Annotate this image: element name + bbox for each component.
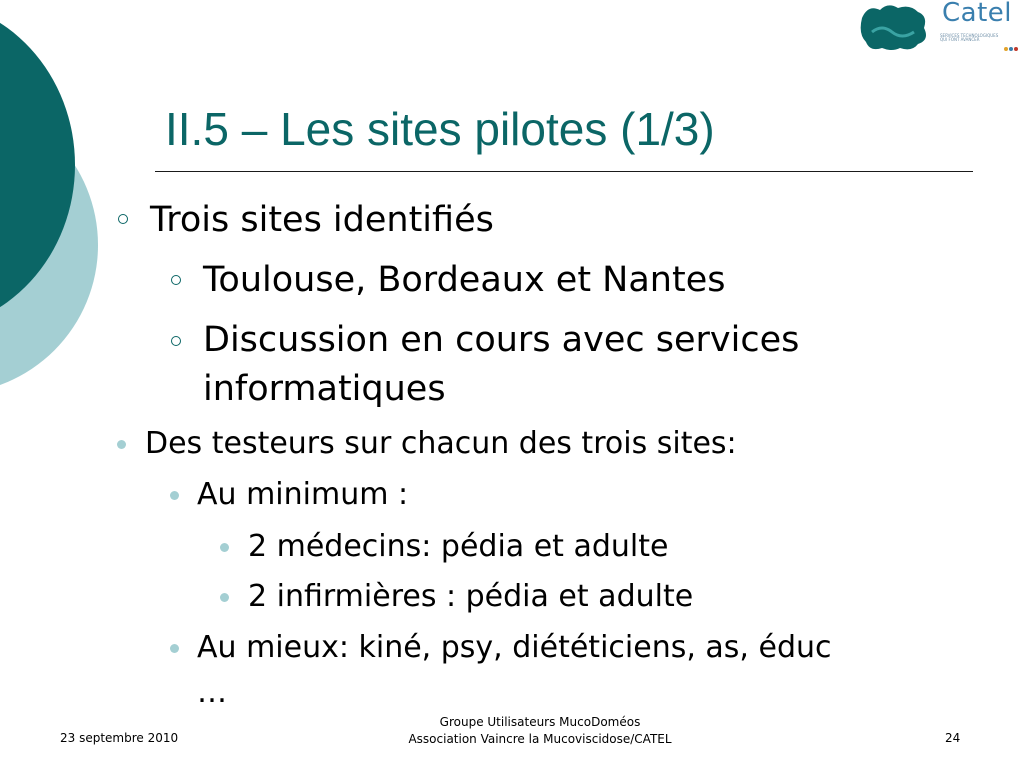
bullet-level3-medecins: 2 médecins: pédia et adulte: [248, 529, 669, 564]
vaincre-la-mucoviscidose-logo: [858, 2, 930, 52]
dot-bullet-icon: [220, 593, 229, 602]
bullet-level2-villes: Toulouse, Bordeaux et Nantes: [203, 260, 726, 300]
dot-bullet-icon: [220, 543, 229, 552]
slide-title: II.5 – Les sites pilotes (1/3): [165, 103, 715, 155]
bullet-level2-minimum: Au minimum :: [197, 477, 409, 512]
footer-center: [330, 714, 750, 748]
dot-bullet-icon: [170, 491, 179, 500]
bullet-level1-testeurs: Des testeurs sur chacun des trois sites:: [145, 426, 737, 461]
bullet-level2-mieux-line1: Au mieux: kiné, psy, diététiciens, as, éduc: [197, 630, 832, 665]
dot-bullet-icon: [170, 644, 179, 653]
ring-bullet-icon: [171, 336, 181, 346]
bullet-level2-mieux-line2: …: [197, 675, 227, 710]
bullet-level3-infirmieres: 2 infirmières : pédia et adulte: [248, 579, 694, 614]
footer-page-number: 24: [945, 731, 961, 745]
footer-center-line1: Groupe Utilisateurs MucoDoméos: [439, 715, 641, 729]
catel-logo-tagline: SERVICES TECHNOLOGIQUES QUI FONT AVANCER: [940, 33, 999, 42]
footer-date: 23 septembre 2010: [60, 731, 179, 745]
dot-bullet-icon: [117, 440, 126, 449]
catel-logo: [938, 2, 1020, 46]
bullet-level1-trois-sites: Trois sites identifiés: [150, 200, 494, 240]
footer-center-line2: Association Vaincre la Mucoviscidose/CATEL: [408, 732, 672, 746]
bullet-level2-discussion-line2: informatiques: [203, 369, 446, 409]
catel-logo-wordmark: Catel: [942, 0, 1013, 28]
bullet-level2-discussion-line1: Discussion en cours avec services: [203, 320, 800, 360]
ring-bullet-icon: [171, 275, 181, 285]
title-underline: [155, 171, 973, 172]
catel-logo-dots: [1004, 36, 1020, 42]
ring-bullet-icon: [118, 214, 128, 224]
